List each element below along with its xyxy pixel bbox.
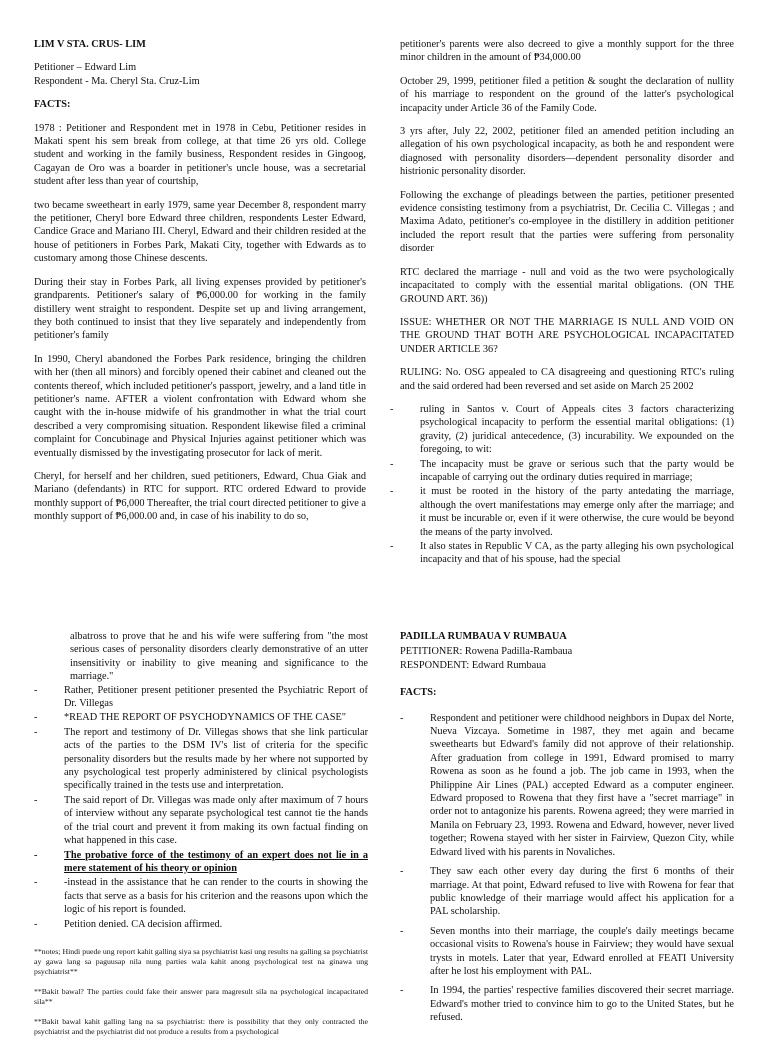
list-item: - Respondent and petitioner were childhood neighbors in Dupax del Norte, Nueva Vizcaya. Sometime in 1987, they met again and became sweethearts but Edward's family did not approve of their relationship. After graduation from college in 1991, Edward promised to marry Rowena as soon as he found a job. The job came in 1993, when the Philippine Air Lines (PAL) accepted Edward as a computer engineer. Edward proposed to Rowena that they first have a "secret marriage" in order not to antagonize his parents. Rowena agreed; they were married in Manila on February 23, 1993. Rowena and Edward, however, never lived together; Rowena stayed with her sister in Fairview, Quezon City, while Edward lived with his parents in Novaliches.: [400, 712, 734, 859]
list-item: - The incapacity must be grave or serious such that the party would be incapable of carrying out the ordinary duties required in marriage;: [390, 458, 734, 485]
list-item: - -instead in the assistance that he can render to the courts in showing the facts that serve as a basis for his criterion and the reasons upon which the logic of his report is founded.: [34, 876, 368, 916]
list-item: - Petition denied. CA decision affirmed.: [34, 918, 368, 931]
page1-left-column: [34, 38, 366, 534]
list-item: - The report and testimony of Dr. Villegas shows that she link particular acts of the parties to the DSM IV's list of criteria for the specific personality disorders but the results made by her where not supported by any psychological test properly administered by clinical psychologists specifically trained in the tests use and interpretation.: [34, 726, 368, 793]
issue-paragraph: ISSUE: WHETHER OR NOT THE MARRIAGE IS NULL AND VOID ON THE GROUND THAT BOTH ARE PSYCHOLOGICAL INCAPACITATED UNDER ARTICLE 36?: [400, 316, 734, 355]
petitioner-line: Petitioner – Edward Lim: [34, 62, 137, 74]
notes-section: [34, 947, 368, 1037]
support-paragraph: petitioner's parents were also decreed to give a monthly support for the three minor children in the amount of ₱34,000.00: [400, 39, 734, 64]
note-2: **Bakit bawal? The parties could fake their answer para magresult sila na psychological incapacitated sila**: [34, 986, 368, 1006]
facts-bullet-list: [400, 712, 734, 1025]
evidence-paragraph: Following the exchange of pleadings between the parties, petitioner presented evidence consisting testimony from a psychiatrist, Dr. Cecilia C. Villegas ; and Maxima Adato, petitioner's co-employee in the distillery in addition petitioner included the report result that the parties were suffering from personality disorder: [400, 189, 734, 255]
list-item: - In 1994, the parties' respective families discovered their secret marriage. Edward's mother tried to convince him to go to the United States, but he refused.: [400, 984, 734, 1024]
document-page-2: [0, 618, 768, 1036]
respondent-line: RESPONDENT: Edward Rumbaua: [400, 659, 546, 671]
amended-petition-paragraph: 3 yrs after, July 22, 2002, petitioner filed an amended petition including an allegation of his own psychological incapacity, as both he and respondent were diagnosed with personality disorders—dependent personality disorder and histrionic personality disorder.: [400, 126, 734, 178]
case-title-lim: LIM V STA. CRUS- LIM: [34, 39, 146, 50]
list-item: - They saw each other every day during the first 6 months of their marriage. At that point, Edward refused to live with Rowena for fear that public knowledge of their marriage would affect his application for a PAL scholarship.: [400, 865, 734, 919]
ruling-paragraph: RULING: No. OSG appealed to CA disagreeing and questioning RTC's ruling and the said ordered had been reversed and set aside on March 25 2002: [400, 367, 734, 392]
ruling-bullet-list: [390, 403, 734, 567]
list-item: - Rather, Petitioner present petitioner presented the Psychiatric Report of Dr. Villegas: [34, 684, 368, 711]
petition-paragraph: October 29, 1999, petitioner filed a petition & sought the declaration of nullity of his marriage to respondent on the ground of the latter's psychological incapacity under Article 36 of the Family Code.: [400, 75, 734, 114]
list-item: - *READ THE REPORT OF PSYCHODYNAMICS OF THE CASE": [34, 711, 368, 724]
facts-heading: FACTS:: [400, 687, 437, 699]
facts-paragraph-5: Cheryl, for herself and her children, sued petitioners, Edward, Chua Giak and Mariano (defendants) in RTC for support. RTC ordered Edward to provide monthly support of ₱6,000 Thereafter, the trial court directed petitioner to give a monthly support of ₱6,000.00 and, in case of his inability to do so,: [34, 470, 366, 523]
report-bullet-list: [34, 684, 368, 931]
list-item: - The said report of Dr. Villegas was made only after maximum of 7 hours of interview without any separate psychological test cannot tie the hands of the trial court and prevent it from making its own factual finding on what happened in this case.: [34, 794, 368, 848]
note-3: **Bakit bawal kahit galling lang na sa psychiatrist: there is possibility that they only contracted the psychiatrist and the psychiatrist did not produce a results from a psychological: [34, 1016, 368, 1036]
list-item: - Seven months into their marriage, the couple's daily meetings became occasional visits to Rowena's house in Fairview; they would have sexual trysts in motels. Later that year, Edward enrolled at FEATI University after he lost his employment with PAL.: [400, 925, 734, 979]
petitioner-line: PETITIONER: Rowena Padilla-Rambaua: [400, 646, 573, 658]
albatross-paragraph: albatross to prove that he and his wife were suffering from "the most serious cases of personality disorders clearly demonstrative of an utter insensitivity or inability to give meaning and significance to the marriage.": [70, 631, 368, 683]
list-item: - It also states in Republic V CA, as the party alleging his own psychological incapacity and that of his spouse, had the special: [390, 540, 734, 567]
facts-paragraph-1: 1978 : Petitioner and Respondent met in 1978 in Cebu, Petitioner resides in Makati spent his sem break from college, at that time 26 yrs old. College student and working in the family business, Respondent resides in Gingoog, Cagayan de Oro was a boarder in petitioner's uncle house, was a secretarial student after less than year of courtship,: [34, 122, 366, 188]
list-item: - The probative force of the testimony of an expert does not lie in a mere statement of his theory or opinion: [34, 849, 368, 876]
note-1: **notes; Hindi puede ung report kahit galling siya sa psychiatrist kasi ung results na galling sa psychiatrist ay gawa lang sa paguusap nila nung parties wala kahit anong psychological test na ginawa ung psychiatrist**: [34, 946, 368, 976]
page2-right-column: [400, 630, 734, 1026]
facts-paragraph-4: In 1990, Cheryl abandoned the Forbes Park residence, bringing the children with her (then all minors) and forcibly opened their cabinet and cleaned out the contents thereof, which included petitioner's passport, jewelry, and a land title in petitioner's name. AFTER a violent confrontation with Edward whom she caught with the in-house midwife of his grandmother in what the trial court described a very compromising situation. Respondent likewise filed a criminal complaint for Concubinage and Physical Injuries against petitioner which was eventually dismissed by the investigating prosecutor for lack of merit.: [34, 353, 366, 459]
respondent-line: Respondent - Ma. Cheryl Sta. Cruz-Lim: [34, 75, 200, 87]
page-separator: [0, 600, 768, 618]
case-title-padilla: PADILLA RUMBAUA V RUMBAUA: [400, 631, 567, 642]
rtc-paragraph: RTC declared the marriage - null and void as the two were psychologically incapacitated to comply with the essential marital obligations. (ON THE GROUND ART. 36)): [400, 266, 734, 305]
facts-heading: FACTS:: [34, 99, 71, 111]
page1-right-column: [400, 38, 734, 568]
page2-left-column: [34, 630, 368, 1047]
list-item: - it must be rooted in the history of the party antedating the marriage, although the overt manifestations may emerge only after the marriage; and it must be incurable or, even if it were otherwise, the cure would be beyond the means of the party involved.: [390, 485, 734, 539]
list-item: - ruling in Santos v. Court of Appeals cites 3 factors characterizing psychological incapacity to perform the essential marital obligations: (1) gravity, (2) juridical antecedence, (3) incurability. We expounded on the foregoing, to wit:: [390, 403, 734, 457]
facts-paragraph-3: During their stay in Forbes Park, all living expenses provided by petitioner's grandparents. Petitioner's salary of ₱6,000.00 for working in the family distillery went straight to respondent. Despite set up and living arrangement, they both continued to insist that they live separately and independently from petitioner's family: [34, 276, 366, 342]
facts-paragraph-2: two became sweetheart in early 1979, same year December 8, respondent marry the petitioner, Cheryl bore Edward three children, respondents Lester Edward, Candice Grace and Mariano III. Cheryl, Edward and their children resided at the house of petitioners in Forbes Park, Makati City, together with Edwards as to customary among those Chinese descents.: [34, 199, 366, 265]
